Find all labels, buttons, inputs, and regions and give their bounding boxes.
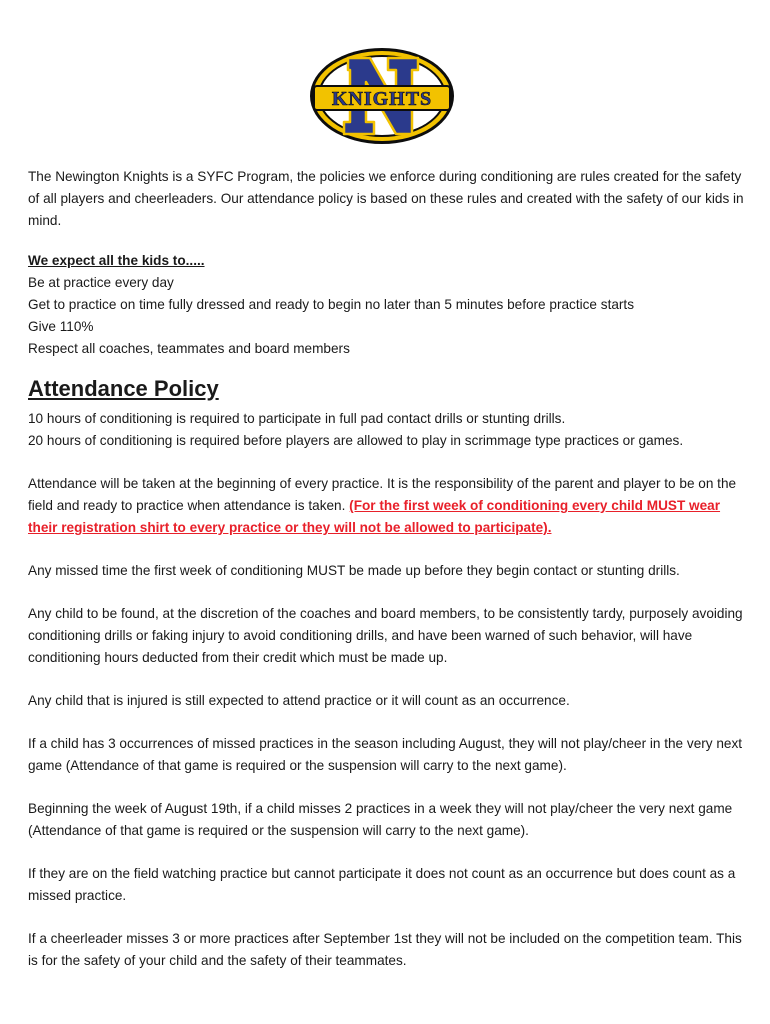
logo-text: KNIGHTS — [331, 88, 433, 110]
expect-item: Get to practice on time fully dressed and ready to begin no later than 5 minutes before practice starts — [28, 297, 635, 312]
policy-paragraph: Beginning the week of August 19th, if a child misses 2 practices in a week they will not play/cheer the very next game (Attendance of that game is required or the suspension will carry to the next game). — [28, 801, 733, 838]
policy-paragraph: If a cheerleader misses 3 or more practices after September 1st they will not be included on the competition team. This is for the safety of your child and the safety of their teammates. — [28, 931, 742, 968]
hours-line: 20 hours of conditioning is required before players are allowed to play in scrimmage type practices or games. — [28, 433, 684, 448]
policy-paragraph: Any missed time the first week of conditioning MUST be made up before they begin contact or stunting drills. — [28, 563, 680, 578]
policy-title: Attendance Policy — [28, 376, 219, 401]
expect-item: Be at practice every day — [28, 275, 174, 290]
policy-paragraph: Any child that is injured is still expected to attend practice or it will count as an occurrence. — [28, 693, 570, 708]
policy-paragraph: If they are on the field watching practice but cannot participate it does not count as an occurrence but does count as a missed practice. — [28, 866, 736, 903]
knights-logo — [308, 46, 456, 146]
document-body — [28, 166, 748, 972]
policy-paragraph: If a child has 3 occurrences of missed practices in the season including August, they will not play/cheer in the very next game (Attendance of that game is required or the suspension will carry to the next game). — [28, 736, 743, 773]
attendance-paragraph — [28, 473, 748, 539]
hours-line: 10 hours of conditioning is required to participate in full pad contact drills or stunting drills. — [28, 411, 566, 426]
expect-item: Respect all coaches, teammates and board members — [28, 341, 350, 356]
policy-paragraph: Any child to be found, at the discretion of the coaches and board members, to be consistently tardy, purposely avoiding conditioning drills or faking injury to avoid conditioning drills, and have been warned of such behavior, will have conditioning hours deducted from their credit which must be made up. — [28, 606, 743, 665]
expect-item: Give 110% — [28, 319, 94, 334]
registration-shirt-note: (For the first week of conditioning every child MUST wear their registration shirt to every practice or they will not be allowed to participate). — [28, 498, 721, 535]
attendance-text: Attendance will be taken at the beginning of every practice. It is the responsibility of the parent and player to be on the field and ready to practice when attendance is taken. — [28, 476, 737, 513]
intro-paragraph: The Newington Knights is a SYFC Program, the policies we enforce during conditioning are rules created for the safety of all players and cheerleaders. Our attendance policy is based on these rules and created with the safety of our kids in mind. — [28, 169, 744, 228]
expect-heading: We expect all the kids to..... — [28, 253, 205, 268]
